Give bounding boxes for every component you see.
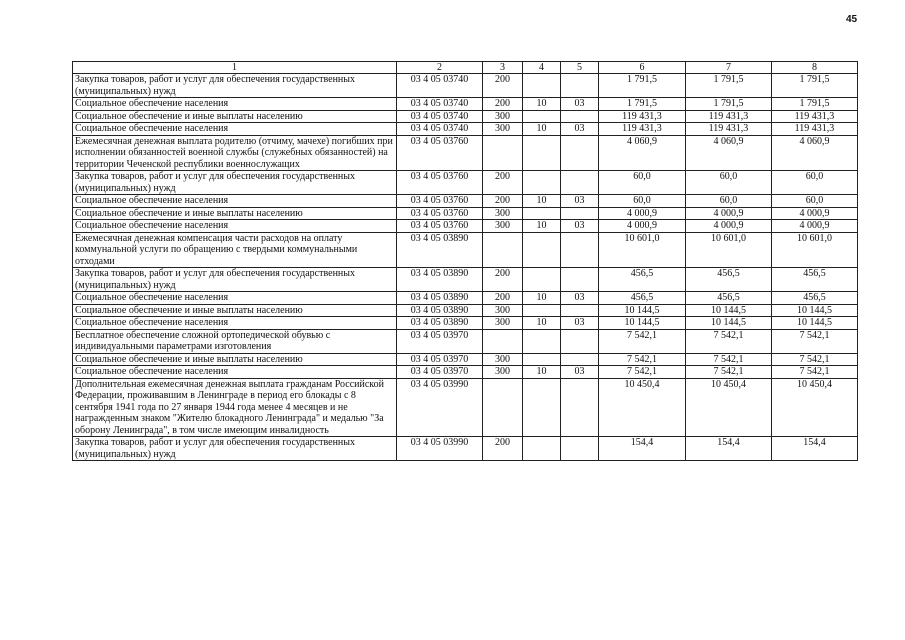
row-col7-cell: 456,5 (686, 268, 772, 292)
row-col6-cell: 154,4 (599, 437, 686, 461)
row-name-cell: Социальное обеспечение населения (73, 98, 397, 111)
row-col4-cell: 10 (523, 220, 561, 233)
row-col4-cell: 10 (523, 98, 561, 111)
row-col6-cell: 4 000,9 (599, 220, 686, 233)
header-col-8: 8 (772, 62, 858, 74)
row-col5-cell (561, 171, 599, 195)
row-col3-cell: 200 (483, 195, 523, 208)
table-row (73, 378, 858, 437)
row-code-cell: 03 4 05 03990 (397, 437, 483, 461)
row-code-cell: 03 4 05 03970 (397, 366, 483, 379)
row-col7-cell: 4 000,9 (686, 220, 772, 233)
row-col3-cell: 300 (483, 353, 523, 366)
row-col8-cell: 10 450,4 (772, 378, 858, 437)
table-row (73, 220, 858, 233)
row-col7-cell: 7 542,1 (686, 329, 772, 353)
row-code-cell: 03 4 05 03990 (397, 378, 483, 437)
row-name-cell: Социальное обеспечение и иные выплаты населению (73, 304, 397, 317)
row-col4-cell (523, 74, 561, 98)
row-col5-cell (561, 110, 599, 123)
row-col3-cell: 300 (483, 110, 523, 123)
row-name-cell: Закупка товаров, работ и услуг для обеспечения государственных (муниципальных) нужд (73, 171, 397, 195)
row-name-cell: Закупка товаров, работ и услуг для обеспечения государственных (муниципальных) нужд (73, 74, 397, 98)
row-col3-cell (483, 232, 523, 268)
row-col8-cell: 7 542,1 (772, 353, 858, 366)
row-code-cell: 03 4 05 03760 (397, 220, 483, 233)
row-col5-cell (561, 207, 599, 220)
header-col-3: 3 (483, 62, 523, 74)
table-row (73, 74, 858, 98)
row-col8-cell: 4 060,9 (772, 135, 858, 171)
table-row (73, 353, 858, 366)
row-col5-cell: 03 (561, 292, 599, 305)
row-code-cell: 03 4 05 03890 (397, 292, 483, 305)
row-col4-cell (523, 304, 561, 317)
row-col3-cell: 300 (483, 123, 523, 136)
row-col6-cell: 60,0 (599, 171, 686, 195)
row-col3-cell: 200 (483, 292, 523, 305)
row-name-cell: Ежемесячная денежная выплата родителю (отчиму, мачехе) погибших при исполнении обязанностей военной службы (служебных обязанностей) на территории Чеченской республики военнослужащих (73, 135, 397, 171)
row-col6-cell: 119 431,3 (599, 110, 686, 123)
row-col8-cell: 119 431,3 (772, 110, 858, 123)
row-col4-cell (523, 232, 561, 268)
row-code-cell: 03 4 05 03760 (397, 207, 483, 220)
row-col5-cell (561, 268, 599, 292)
row-col7-cell: 7 542,1 (686, 353, 772, 366)
row-col5-cell (561, 329, 599, 353)
table-row (73, 437, 858, 461)
row-col5-cell: 03 (561, 195, 599, 208)
row-col7-cell: 10 144,5 (686, 304, 772, 317)
row-col3-cell: 200 (483, 171, 523, 195)
table-row (73, 98, 858, 111)
header-row (73, 62, 858, 74)
row-col4-cell (523, 171, 561, 195)
row-col3-cell: 200 (483, 98, 523, 111)
row-col7-cell: 10 601,0 (686, 232, 772, 268)
row-col8-cell: 4 000,9 (772, 207, 858, 220)
row-col7-cell: 1 791,5 (686, 74, 772, 98)
row-col7-cell: 7 542,1 (686, 366, 772, 379)
row-col8-cell: 7 542,1 (772, 329, 858, 353)
row-col4-cell (523, 135, 561, 171)
row-col8-cell: 10 144,5 (772, 317, 858, 330)
row-col5-cell: 03 (561, 220, 599, 233)
row-col5-cell (561, 378, 599, 437)
row-name-cell: Социальное обеспечение и иные выплаты населению (73, 110, 397, 123)
row-col3-cell: 200 (483, 74, 523, 98)
row-col6-cell: 10 450,4 (599, 378, 686, 437)
row-col6-cell: 4 060,9 (599, 135, 686, 171)
row-col7-cell: 4 060,9 (686, 135, 772, 171)
row-col6-cell: 60,0 (599, 195, 686, 208)
row-col7-cell: 119 431,3 (686, 110, 772, 123)
row-code-cell: 03 4 05 03890 (397, 268, 483, 292)
row-col4-cell (523, 207, 561, 220)
row-col5-cell: 03 (561, 366, 599, 379)
table-row (73, 366, 858, 379)
row-name-cell: Дополнительная ежемесячная денежная выплата гражданам Российской Федерации, проживавшим в Ленинграде в период его блокады с 8 сентября 1941 года по 27 января 1944 года менее 4 месяцев и не награжденным знаком "Жителю блокадного Ленинграда" и медалью "За оборону Ленинграда", в том числе имеющим инвалидность (73, 378, 397, 437)
row-col8-cell: 1 791,5 (772, 98, 858, 111)
table-body (73, 74, 858, 461)
table-row (73, 329, 858, 353)
row-code-cell: 03 4 05 03970 (397, 329, 483, 353)
table-row (73, 232, 858, 268)
row-col8-cell: 60,0 (772, 195, 858, 208)
table-row (73, 135, 858, 171)
row-col6-cell: 456,5 (599, 268, 686, 292)
row-col7-cell: 154,4 (686, 437, 772, 461)
row-col6-cell: 4 000,9 (599, 207, 686, 220)
row-name-cell: Социальное обеспечение населения (73, 220, 397, 233)
row-col8-cell: 60,0 (772, 171, 858, 195)
row-col8-cell: 10 144,5 (772, 304, 858, 317)
row-col8-cell: 4 000,9 (772, 220, 858, 233)
row-code-cell: 03 4 05 03740 (397, 74, 483, 98)
row-col6-cell: 10 144,5 (599, 304, 686, 317)
row-col5-cell (561, 437, 599, 461)
row-col7-cell: 10 450,4 (686, 378, 772, 437)
row-col8-cell: 154,4 (772, 437, 858, 461)
table-row (73, 171, 858, 195)
row-col4-cell (523, 110, 561, 123)
row-name-cell: Бесплатное обеспечение сложной ортопедической обувью с индивидуальными параметрами изготовления (73, 329, 397, 353)
table-row (73, 268, 858, 292)
row-col5-cell: 03 (561, 317, 599, 330)
row-col5-cell (561, 74, 599, 98)
row-col3-cell: 300 (483, 207, 523, 220)
row-col5-cell (561, 135, 599, 171)
row-code-cell: 03 4 05 03890 (397, 232, 483, 268)
table-row (73, 195, 858, 208)
row-code-cell: 03 4 05 03740 (397, 123, 483, 136)
row-col7-cell: 10 144,5 (686, 317, 772, 330)
row-code-cell: 03 4 05 03740 (397, 110, 483, 123)
row-col6-cell: 10 144,5 (599, 317, 686, 330)
row-col6-cell: 119 431,3 (599, 123, 686, 136)
row-col3-cell: 300 (483, 304, 523, 317)
row-name-cell: Социальное обеспечение и иные выплаты населению (73, 207, 397, 220)
row-code-cell: 03 4 05 03890 (397, 304, 483, 317)
row-col5-cell (561, 353, 599, 366)
row-col3-cell: 200 (483, 437, 523, 461)
row-col6-cell: 456,5 (599, 292, 686, 305)
row-col5-cell (561, 232, 599, 268)
row-col8-cell: 456,5 (772, 292, 858, 305)
row-col7-cell: 60,0 (686, 195, 772, 208)
header-col-7: 7 (686, 62, 772, 74)
row-name-cell: Социальное обеспечение населения (73, 366, 397, 379)
row-col3-cell: 300 (483, 220, 523, 233)
row-col4-cell: 10 (523, 123, 561, 136)
row-col3-cell: 300 (483, 317, 523, 330)
row-col3-cell: 200 (483, 268, 523, 292)
row-col7-cell: 456,5 (686, 292, 772, 305)
row-code-cell: 03 4 05 03970 (397, 353, 483, 366)
budget-table (72, 61, 858, 461)
row-col6-cell: 1 791,5 (599, 74, 686, 98)
row-col8-cell: 456,5 (772, 268, 858, 292)
header-col-4: 4 (523, 62, 561, 74)
row-col4-cell (523, 437, 561, 461)
row-name-cell: Социальное обеспечение населения (73, 317, 397, 330)
header-col-6: 6 (599, 62, 686, 74)
row-col4-cell (523, 353, 561, 366)
row-col7-cell: 60,0 (686, 171, 772, 195)
row-col7-cell: 119 431,3 (686, 123, 772, 136)
row-name-cell: Закупка товаров, работ и услуг для обеспечения государственных (муниципальных) нужд (73, 268, 397, 292)
table-row (73, 207, 858, 220)
row-name-cell: Ежемесячная денежная компенсация части расходов на оплату коммунальной услуги по обращению с твердыми коммунальными отходами (73, 232, 397, 268)
page-number: 45 (846, 14, 858, 25)
row-col4-cell: 10 (523, 366, 561, 379)
row-col8-cell: 7 542,1 (772, 366, 858, 379)
row-code-cell: 03 4 05 03740 (397, 98, 483, 111)
row-name-cell: Социальное обеспечение и иные выплаты населению (73, 353, 397, 366)
row-name-cell: Закупка товаров, работ и услуг для обеспечения государственных (муниципальных) нужд (73, 437, 397, 461)
table-row (73, 317, 858, 330)
table-row (73, 110, 858, 123)
row-col7-cell: 4 000,9 (686, 207, 772, 220)
row-code-cell: 03 4 05 03760 (397, 135, 483, 171)
row-col3-cell (483, 378, 523, 437)
row-col6-cell: 7 542,1 (599, 329, 686, 353)
row-col8-cell: 10 601,0 (772, 232, 858, 268)
row-col6-cell: 1 791,5 (599, 98, 686, 111)
row-col6-cell: 10 601,0 (599, 232, 686, 268)
row-col6-cell: 7 542,1 (599, 353, 686, 366)
row-col3-cell (483, 329, 523, 353)
row-col5-cell: 03 (561, 123, 599, 136)
row-col4-cell (523, 268, 561, 292)
row-col3-cell: 300 (483, 366, 523, 379)
row-col7-cell: 1 791,5 (686, 98, 772, 111)
table-row (73, 123, 858, 136)
row-col4-cell: 10 (523, 292, 561, 305)
row-col8-cell: 119 431,3 (772, 123, 858, 136)
row-col3-cell (483, 135, 523, 171)
table-row (73, 292, 858, 305)
row-code-cell: 03 4 05 03760 (397, 195, 483, 208)
header-col-1: 1 (73, 62, 397, 74)
header-col-2: 2 (397, 62, 483, 74)
table-row (73, 304, 858, 317)
row-col5-cell: 03 (561, 98, 599, 111)
row-name-cell: Социальное обеспечение населения (73, 123, 397, 136)
row-col4-cell: 10 (523, 317, 561, 330)
row-name-cell: Социальное обеспечение населения (73, 195, 397, 208)
row-col4-cell (523, 329, 561, 353)
row-name-cell: Социальное обеспечение населения (73, 292, 397, 305)
row-col4-cell (523, 378, 561, 437)
row-code-cell: 03 4 05 03890 (397, 317, 483, 330)
row-col8-cell: 1 791,5 (772, 74, 858, 98)
row-col6-cell: 7 542,1 (599, 366, 686, 379)
row-code-cell: 03 4 05 03760 (397, 171, 483, 195)
row-col4-cell: 10 (523, 195, 561, 208)
header-col-5: 5 (561, 62, 599, 74)
row-col5-cell (561, 304, 599, 317)
